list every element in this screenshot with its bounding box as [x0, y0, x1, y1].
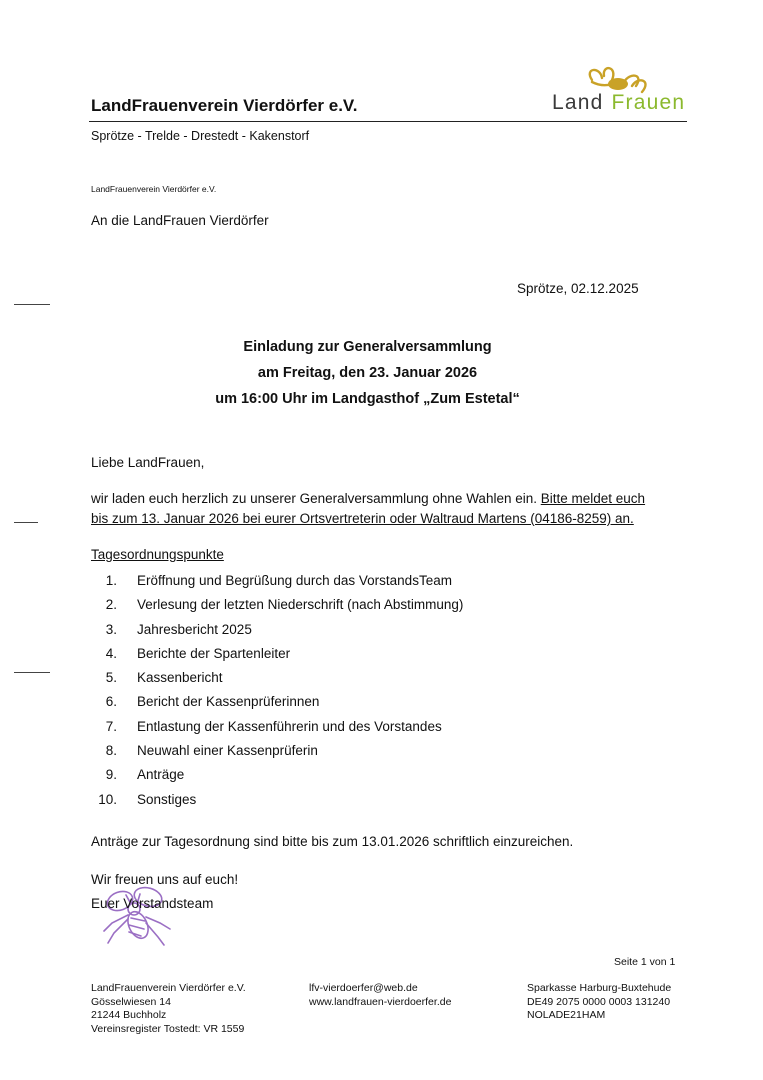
logo-frauen-text: Frauen: [611, 91, 686, 114]
agenda-text: Kassenbericht: [137, 670, 223, 686]
logo-land-text: Land: [552, 91, 604, 114]
footer-bank: [527, 982, 671, 1023]
signature: Euer Vorstandsteam: [91, 896, 214, 911]
registration-note-cont: bis zum 13. Januar 2026 bei eurer Ortsvertreterin oder Waltraud Martens (04186-8259) an.: [91, 511, 634, 526]
agenda-number: 2.: [105, 597, 117, 613]
footer-line: DE49 2075 0000 0003 131240: [527, 995, 671, 1008]
agenda-text: Berichte der Spartenleiter: [137, 645, 291, 661]
footer-address: [91, 982, 246, 1036]
agenda-number: 3.: [105, 621, 117, 637]
punch-mark: [14, 522, 38, 523]
agenda-text: Neuwahl einer Kassenprüferin: [137, 743, 318, 759]
agenda-number: 5.: [105, 670, 117, 686]
motions-note: Anträge zur Tagesordnung sind bitte bis zum 13.01.2026 schriftlich einzureichen.: [91, 834, 574, 849]
page-number: Seite 1 von 1: [614, 956, 676, 968]
agenda-text: Jahresbericht 2025: [137, 621, 252, 637]
invite-line-1: [91, 491, 645, 506]
footer-line: LandFrauenverein Vierdörfer e.V.: [91, 982, 246, 994]
title-line-2: am Freitag, den 23. Januar 2026: [257, 365, 478, 381]
footer-contact: [309, 982, 451, 1009]
title-line-1: Einladung zur Generalversammlung: [243, 339, 492, 355]
agenda-text: Verlesung der letzten Niederschrift (nach Abstimmung): [137, 597, 464, 613]
agenda-heading: Tagesordnungspunkte: [91, 547, 224, 562]
agenda-text: Anträge: [137, 767, 185, 783]
registration-note: Bitte meldet euch: [540, 491, 646, 506]
footer-line: Gösselwiesen 14: [91, 995, 171, 1008]
invite-text: wir laden euch herzlich zu unserer Generalversammlung ohne Wahlen ein.: [91, 491, 537, 506]
footer-line: Sparkasse Harburg-Buxtehude: [527, 982, 672, 994]
footer-line: NOLADE21HAM: [527, 1009, 606, 1021]
agenda-text: Entlastung der Kassenführerin und des Vorstandes: [137, 718, 442, 734]
agenda-number: 4.: [105, 645, 117, 661]
fold-mark: [14, 304, 50, 305]
landfrauen-logo: [552, 64, 692, 120]
agenda-number: 10.: [98, 791, 117, 807]
greeting: Liebe LandFrauen,: [91, 455, 205, 470]
villages-line: Sprötze - Trelde - Drestedt - Kakenstorf: [91, 129, 310, 143]
agenda-text: Eröffnung und Begrüßung durch das VorstandsTeam: [137, 573, 452, 588]
logo-wordmark: [552, 91, 685, 115]
closing: Wir freuen uns auf euch!: [91, 872, 239, 887]
footer-website[interactable]: www.landfrauen-vierdoerfer.de: [309, 995, 452, 1008]
agenda-text: Bericht der Kassenprüferinnen: [137, 694, 320, 710]
sender-line: LandFrauenverein Vierdörfer e.V.: [91, 184, 217, 194]
footer-line: 21244 Buchholz: [91, 1009, 167, 1021]
agenda-number: 8.: [105, 743, 117, 759]
agenda-text: Sonstiges: [137, 791, 197, 807]
header-divider: [89, 121, 687, 122]
organization-name: LandFrauenverein Vierdörfer e.V.: [91, 96, 358, 115]
recipient: An die LandFrauen Vierdörfer: [91, 213, 269, 228]
agenda-number: 6.: [105, 694, 117, 710]
fold-mark: [14, 672, 50, 673]
agenda-number: 1.: [105, 573, 117, 588]
date-line: Sprötze, 02.12.2025: [517, 281, 639, 296]
bee-stamp-icon: [98, 883, 178, 949]
agenda-number: 9.: [105, 767, 117, 783]
footer-email[interactable]: lfv-vierdoerfer@web.de: [309, 982, 418, 994]
footer-line: Vereinsregister Tostedt: VR 1559: [91, 1022, 245, 1035]
title-line-3: um 16:00 Uhr im Landgasthof „Zum Estetal“: [215, 391, 520, 407]
agenda-number: 7.: [105, 718, 117, 734]
